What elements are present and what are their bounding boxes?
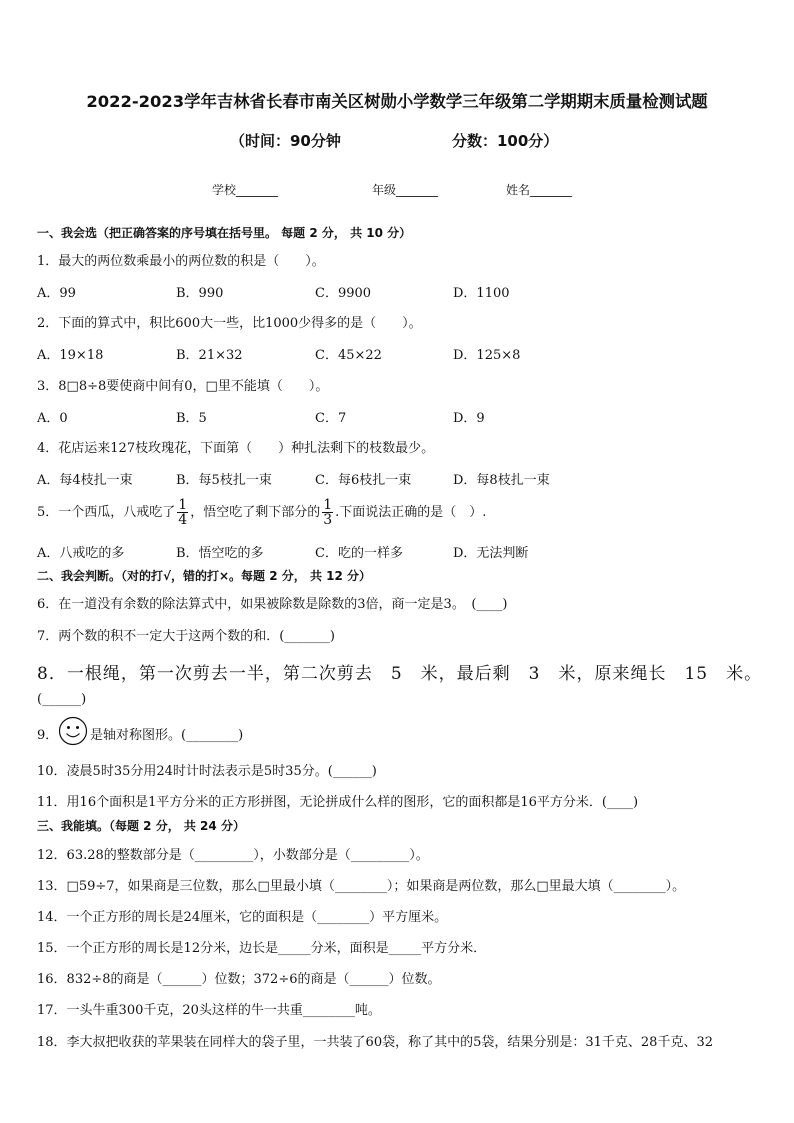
- fraction-numerator: 1: [323, 497, 333, 513]
- question-4: 4．花店运来127枝玫瑰花，下面第（ ）种扎法剩下的枝数最少。: [37, 441, 435, 456]
- question-15: 15．一个正方形的周长是12分米，边长是_____分米，面积是_____平方分米．: [37, 941, 487, 956]
- q1-option-a: A．99: [37, 286, 76, 301]
- q3-option-d: D．9: [453, 411, 485, 426]
- q2-option-d: D．125×8: [453, 348, 521, 363]
- section-1-heading: 一、我会选（把正确答案的序号填在括号里。 每题 2 分， 共 10 分）: [37, 226, 412, 240]
- question-13: 13．□59÷7，如果商是三位数，那么□里最小填（________）；如果商是两位数，那么□里最大填（________）。: [37, 879, 686, 894]
- q5-text-c: .下面说法正确的是（ ）.: [335, 505, 487, 520]
- fraction-one-quarter: [177, 498, 188, 527]
- name-field: 姓名_______: [506, 183, 573, 197]
- q1-option-c: C．9900: [315, 286, 372, 301]
- school-field: 学校_______: [212, 183, 279, 197]
- question-7: 7．两个数的积不一定大于这两个数的和．(_______): [37, 629, 335, 644]
- question-8-blank: (______): [37, 692, 87, 707]
- q5-option-d: D．无法判断: [453, 546, 529, 561]
- q2-option-a: A．19×18: [37, 348, 104, 363]
- q3-option-a: A．0: [37, 411, 68, 426]
- q4-option-c: C．每6枝扎一束: [315, 473, 412, 488]
- q5-text-a: 5．一个西瓜，八戒吃了: [37, 505, 176, 520]
- question-6: 6．在一道没有余数的除法算式中，如果被除数是除数的3倍，商一定是3。 (____): [37, 597, 508, 612]
- fraction-one-third: [322, 498, 333, 527]
- fraction-denominator: 3: [323, 512, 333, 528]
- q4-option-d: D．每8枝扎一束: [453, 473, 550, 488]
- q1-option-d: D．1100: [453, 286, 510, 301]
- question-14: 14．一个正方形的周长是24厘米，它的面积是（________）平方厘米。: [37, 910, 448, 925]
- question-5: [37, 494, 486, 532]
- q5-option-c: C．吃的一样多: [315, 546, 403, 561]
- q4-option-a: A．每4枝扎一束: [37, 473, 133, 488]
- total-score: 分数：100分）: [452, 132, 559, 150]
- q5-text-b: ，悟空吃了剩下部分的: [190, 505, 321, 520]
- question-16: 16．832÷8的商是（______）位数；372÷6的商是（______）位数。: [37, 972, 441, 987]
- section-2-heading: 二、我会判断。（对的打√，错的打×。每题 2 分， 共 12 分）: [37, 569, 371, 583]
- time-limit: （时间：90分钟: [230, 132, 341, 150]
- question-8: 8．一根绳，第一次剪去一半，第二次剪去 5 米，最后剩 3 米，原来绳长 15 米。: [37, 664, 763, 684]
- q5-option-b: B．悟空吃的多: [176, 546, 264, 561]
- question-12: 12．63.28的整数部分是（_________），小数部分是（_________）。: [37, 848, 429, 863]
- smiley-face-icon: [58, 716, 88, 746]
- q3-option-b: B．5: [176, 411, 207, 426]
- question-2: 2．下面的算式中，积比600大一些，比1000少得多的是（ ）。: [37, 316, 422, 331]
- question-17: 17．一头牛重300千克，20头这样的牛一共重________吨。: [37, 1003, 381, 1018]
- q2-option-b: B．21×32: [176, 348, 243, 363]
- q1-option-b: B．990: [176, 286, 224, 301]
- section-3-heading: 三、我能填。（每题 2 分， 共 24 分）: [37, 819, 245, 833]
- question-9-text: 是轴对称图形。(________): [90, 728, 244, 743]
- fraction-numerator: 1: [178, 497, 188, 513]
- question-18: 18．李大叔把收获的苹果装在同样大的袋子里，一共装了60袋，称了其中的5袋，结果分别是：31千克、28千克、32: [37, 1035, 713, 1050]
- grade-field: 年级_______: [372, 183, 439, 197]
- question-1: 1．最大的两位数乘最小的两位数的积是（ ）。: [37, 254, 325, 269]
- question-9-number: 9．: [37, 728, 59, 743]
- q4-option-b: B．每5枝扎一束: [176, 473, 272, 488]
- exam-title: 2022-2023学年吉林省长春市南关区树勋小学数学三年级第二学期期末质量检测试题: [86, 92, 708, 111]
- q5-option-a: A．八戒吃的多: [37, 546, 125, 561]
- question-3: 3．8□8÷8要使商中间有0，□里不能填（ ）。: [37, 379, 329, 394]
- question-10: 10．凌晨5时35分用24时计时法表示是5时35分。(______): [37, 764, 377, 779]
- q2-option-c: C．45×22: [315, 348, 382, 363]
- question-11: 11．用16个面积是1平方分米的正方形拼图，无论拼成什么样的图形，它的面积都是16平方分米．(____): [37, 795, 639, 810]
- q3-option-c: C．7: [315, 411, 347, 426]
- fraction-denominator: 4: [178, 512, 188, 528]
